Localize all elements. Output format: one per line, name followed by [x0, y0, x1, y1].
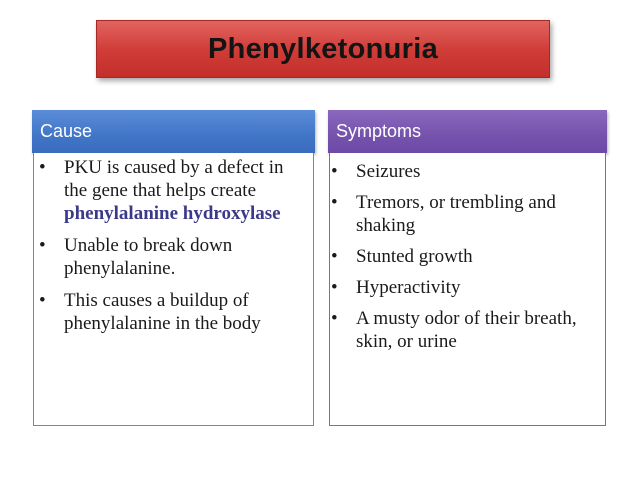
bullet-icon: •	[39, 157, 46, 178]
symptoms-list	[330, 153, 605, 353]
cause-item-highlight: phenylalanine hydroxylase	[64, 203, 281, 224]
symptom-item-text: Hyperactivity	[356, 277, 461, 298]
bullet-icon: •	[331, 308, 338, 329]
list-item	[39, 289, 309, 335]
bullet-icon: •	[331, 246, 338, 267]
list-item	[331, 307, 601, 353]
bullet-icon: •	[39, 235, 46, 256]
cause-item-text: Unable to break down phenylalanine.	[64, 235, 233, 279]
list-item	[331, 245, 601, 268]
bullet-icon: •	[331, 277, 338, 298]
cause-item-text: This causes a buildup of phenylalanine in the body	[64, 290, 261, 334]
cause-item-text: PKU is caused by a defect in the gene that helps create	[64, 157, 284, 201]
cause-panel	[33, 153, 314, 426]
cause-list	[34, 153, 313, 335]
bullet-icon: •	[331, 192, 338, 213]
bullet-icon: •	[39, 290, 46, 311]
slide-title: Phenylketonuria	[207, 32, 439, 65]
bullet-icon: •	[331, 161, 338, 182]
title-banner	[96, 20, 550, 78]
list-item	[331, 160, 601, 183]
list-item	[39, 156, 309, 225]
symptom-item-text: Seizures	[356, 161, 421, 182]
list-item	[39, 234, 309, 280]
symptoms-header-label: Symptoms	[336, 121, 422, 141]
symptom-item-text: Tremors, or trembling and shaking	[356, 192, 556, 236]
list-item	[331, 276, 601, 299]
symptom-item-text: A musty odor of their breath, skin, or urine	[356, 308, 577, 352]
symptoms-panel	[329, 153, 606, 426]
cause-header	[32, 110, 315, 153]
cause-header-label: Cause	[40, 121, 93, 141]
list-item	[331, 191, 601, 237]
symptoms-header	[328, 110, 607, 153]
symptom-item-text: Stunted growth	[356, 246, 473, 267]
